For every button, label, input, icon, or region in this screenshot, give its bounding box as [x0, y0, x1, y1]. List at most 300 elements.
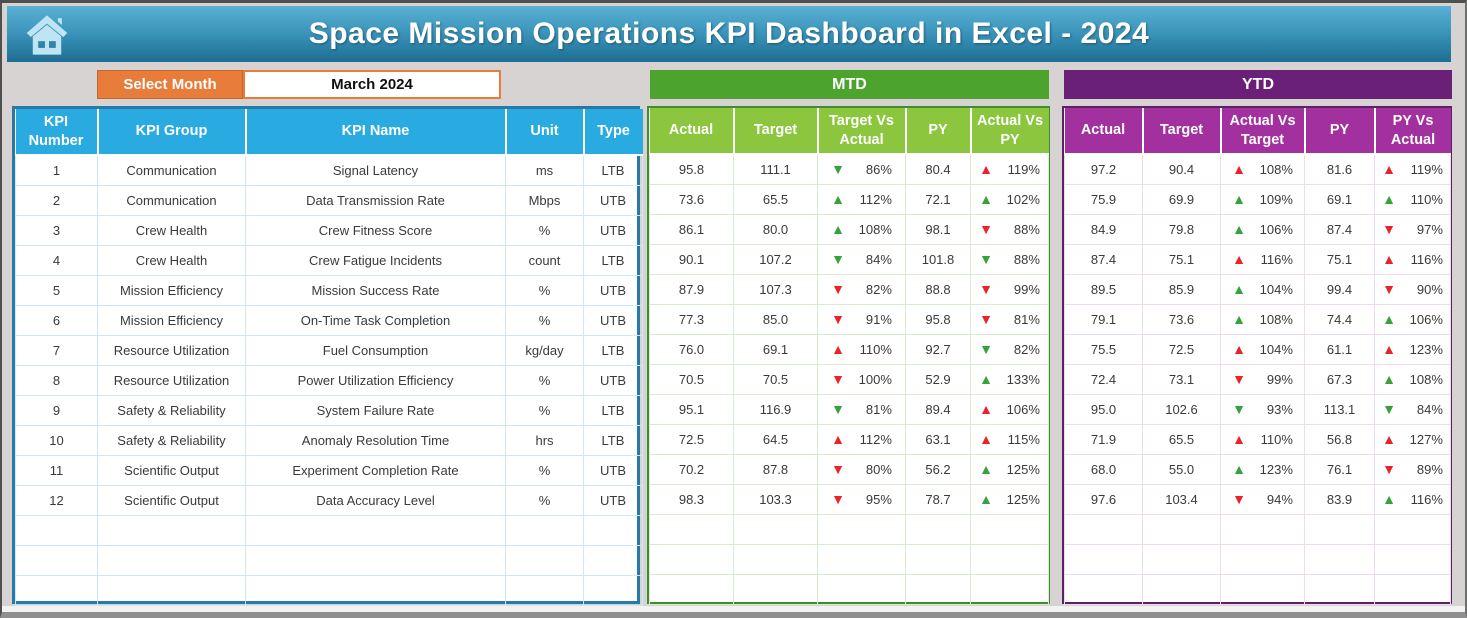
percentage-value: 88%	[1013, 251, 1040, 267]
up-arrow-icon: ▲	[1382, 311, 1396, 327]
up-arrow-icon: ▲	[1382, 371, 1396, 387]
empty-cell[interactable]	[906, 544, 971, 574]
mtd-actual-vs-py-cell[interactable]	[971, 424, 1049, 454]
kpi-group-cell[interactable]: Communication	[98, 185, 246, 215]
percentage-value: 108%	[1259, 161, 1293, 177]
kpi-name-cell[interactable]: Experiment Completion Rate	[246, 455, 506, 485]
mtd-target-vs-actual-cell[interactable]	[818, 244, 906, 274]
mtd-target-cell[interactable]: 69.1	[734, 334, 818, 364]
down-arrow-icon: ▼	[831, 401, 845, 417]
sheet-bottom-margin	[2, 606, 1465, 616]
mtd-target-cell[interactable]: 107.3	[734, 274, 818, 304]
mtd-target-vs-actual-cell[interactable]	[818, 214, 906, 244]
empty-cell[interactable]	[98, 545, 246, 575]
unit-cell[interactable]: ms	[506, 155, 584, 185]
ytd-py-cell[interactable]: 99.4	[1305, 274, 1375, 304]
percentage-value: 82%	[865, 281, 892, 297]
type-cell[interactable]: LTB	[584, 245, 643, 275]
percentage-value: 94%	[1266, 491, 1293, 507]
empty-cell[interactable]	[1143, 514, 1221, 544]
mtd-target-vs-actual-cell[interactable]	[818, 274, 906, 304]
down-arrow-icon: ▼	[1232, 371, 1246, 387]
empty-cell[interactable]	[98, 575, 246, 605]
ytd-table-body	[1065, 154, 1451, 604]
ytd-target-cell[interactable]: 75.1	[1143, 244, 1221, 274]
empty-cell[interactable]	[1221, 544, 1305, 574]
ytd-py-vs-actual-cell[interactable]	[1375, 394, 1451, 424]
empty-cell[interactable]	[734, 574, 818, 604]
ytd-actual-cell[interactable]: 97.2	[1065, 154, 1143, 184]
kpi-number-cell[interactable]: 3	[16, 215, 98, 245]
type-cell[interactable]: LTB	[584, 155, 643, 185]
kpi-group-cell[interactable]: Safety & Reliability	[98, 395, 246, 425]
unit-cell[interactable]: %	[506, 485, 584, 515]
month-dropdown[interactable]: March 2024	[243, 70, 501, 99]
mtd-table-head	[650, 108, 1049, 154]
up-arrow-icon: ▲	[831, 341, 845, 357]
up-arrow-icon: ▲	[979, 401, 993, 417]
ytd-actual-cell[interactable]: 75.5	[1065, 334, 1143, 364]
up-arrow-icon: ▲	[1382, 161, 1396, 178]
unit-cell[interactable]: count	[506, 245, 584, 275]
empty-cell[interactable]	[1375, 514, 1451, 544]
mtd-actual-cell[interactable]: 90.1	[650, 244, 734, 274]
ytd-py-vs-actual-cell[interactable]	[1375, 334, 1451, 364]
down-arrow-icon: ▼	[831, 461, 845, 477]
mtd-target-cell[interactable]: 107.2	[734, 244, 818, 274]
ytd-py-cell[interactable]: 56.8	[1305, 424, 1375, 454]
empty-cell[interactable]	[818, 514, 906, 544]
ytd-py-vs-actual-cell[interactable]	[1375, 184, 1451, 214]
type-cell[interactable]: LTB	[584, 395, 643, 425]
empty-cell[interactable]	[650, 514, 734, 544]
table-row	[650, 244, 1049, 274]
percentage-value: 108%	[1259, 311, 1293, 327]
kpi-name-cell[interactable]: Signal Latency	[246, 155, 506, 185]
unit-cell[interactable]: %	[506, 305, 584, 335]
empty-cell[interactable]	[1143, 574, 1221, 604]
ytd-actual-vs-target-cell[interactable]	[1221, 334, 1305, 364]
mtd-py-cell[interactable]: 78.7	[906, 484, 971, 514]
percentage-value: 84%	[1416, 401, 1443, 417]
ytd-actual-vs-target-cell[interactable]	[1221, 394, 1305, 424]
empty-cell[interactable]	[906, 574, 971, 604]
ytd-py-cell[interactable]: 81.6	[1305, 154, 1375, 184]
mtd-actual-vs-py-cell[interactable]	[971, 454, 1049, 484]
ytd-py-vs-actual-cell[interactable]	[1375, 454, 1451, 484]
down-arrow-icon: ▼	[979, 221, 993, 237]
ytd-actual-cell[interactable]: 87.4	[1065, 244, 1143, 274]
percentage-value: 99%	[1266, 371, 1293, 387]
mtd-actual-cell[interactable]: 72.5	[650, 424, 734, 454]
mtd-section-header: MTD	[650, 70, 1049, 99]
kpi-name-cell[interactable]: Fuel Consumption	[246, 335, 506, 365]
empty-cell[interactable]	[584, 545, 643, 575]
kpi-name-cell[interactable]: Data Transmission Rate	[246, 185, 506, 215]
down-arrow-icon: ▼	[831, 251, 845, 267]
mtd-target-vs-actual-cell[interactable]	[818, 424, 906, 454]
kpi-name-cell[interactable]: Mission Success Rate	[246, 275, 506, 305]
ytd-actual-cell[interactable]: 84.9	[1065, 214, 1143, 244]
ytd-actual-vs-target-cell[interactable]	[1221, 154, 1305, 184]
up-arrow-icon: ▲	[1232, 251, 1246, 267]
kpi-table-body	[16, 155, 643, 605]
mtd-py-cell[interactable]: 101.8	[906, 244, 971, 274]
ytd-py-cell[interactable]: 75.1	[1305, 244, 1375, 274]
table-row	[1065, 394, 1451, 424]
ytd-target-cell[interactable]: 72.5	[1143, 334, 1221, 364]
kpi-table-head	[16, 109, 643, 155]
kpi-number-cell[interactable]: 12	[16, 485, 98, 515]
empty-cell[interactable]	[971, 514, 1049, 544]
mtd-py-cell[interactable]: 95.8	[906, 304, 971, 334]
unit-cell[interactable]: %	[506, 395, 584, 425]
percentage-value: 112%	[859, 191, 892, 207]
kpi-group-cell[interactable]: Crew Health	[98, 245, 246, 275]
ytd-py-vs-actual-cell[interactable]	[1375, 304, 1451, 334]
type-cell[interactable]: UTB	[584, 215, 643, 245]
mtd-actual-cell[interactable]: 87.9	[650, 274, 734, 304]
ytd-py-cell[interactable]: 67.3	[1305, 364, 1375, 394]
ytd-py-vs-actual-cell[interactable]	[1375, 484, 1451, 514]
type-cell[interactable]: UTB	[584, 485, 643, 515]
ytd-py-cell[interactable]: 83.9	[1305, 484, 1375, 514]
column-header: Type	[584, 109, 643, 155]
unit-cell[interactable]: %	[506, 455, 584, 485]
down-arrow-icon: ▼	[831, 281, 845, 297]
ytd-actual-vs-target-cell[interactable]	[1221, 274, 1305, 304]
empty-cell[interactable]	[818, 544, 906, 574]
column-header: Actual Vs PY	[971, 108, 1049, 154]
ytd-actual-cell[interactable]: 72.4	[1065, 364, 1143, 394]
ytd-py-cell[interactable]: 76.1	[1305, 454, 1375, 484]
ytd-actual-vs-target-cell[interactable]	[1221, 244, 1305, 274]
ytd-py-cell[interactable]: 69.1	[1305, 184, 1375, 214]
unit-cell[interactable]: Mbps	[506, 185, 584, 215]
mtd-target-cell[interactable]: 65.5	[734, 184, 818, 214]
ytd-table-head	[1065, 108, 1451, 154]
kpi-number-cell[interactable]: 5	[16, 275, 98, 305]
empty-cell[interactable]	[1375, 544, 1451, 574]
kpi-name-cell[interactable]: On-Time Task Completion	[246, 305, 506, 335]
mtd-actual-vs-py-cell[interactable]	[971, 274, 1049, 304]
mtd-target-cell[interactable]: 116.9	[734, 394, 818, 424]
empty-cell[interactable]	[971, 574, 1049, 604]
percentage-value: 125%	[1006, 461, 1040, 477]
mtd-actual-cell[interactable]: 98.3	[650, 484, 734, 514]
mtd-target-cell[interactable]: 70.5	[734, 364, 818, 394]
mtd-target-cell[interactable]: 64.5	[734, 424, 818, 454]
table-row	[650, 184, 1049, 214]
ytd-py-vs-actual-cell[interactable]	[1375, 424, 1451, 454]
percentage-value: 100%	[858, 371, 892, 387]
percentage-value: 108%	[858, 221, 892, 237]
mtd-target-cell[interactable]: 103.3	[734, 484, 818, 514]
page-title: Space Mission Operations KPI Dashboard in Excel - 2024	[308, 17, 1150, 50]
select-month-label: Select Month	[97, 70, 243, 99]
mtd-target-vs-actual-cell[interactable]	[818, 484, 906, 514]
empty-cell[interactable]	[506, 575, 584, 605]
mtd-py-cell[interactable]: 72.1	[906, 184, 971, 214]
mtd-actual-vs-py-cell[interactable]	[971, 364, 1049, 394]
down-arrow-icon: ▼	[831, 491, 845, 507]
ytd-py-cell[interactable]: 87.4	[1305, 214, 1375, 244]
percentage-value: 102%	[1006, 191, 1040, 207]
ytd-actual-cell[interactable]: 68.0	[1065, 454, 1143, 484]
kpi-group-cell[interactable]: Scientific Output	[98, 485, 246, 515]
mtd-target-vs-actual-cell[interactable]	[818, 454, 906, 484]
ytd-target-cell[interactable]: 102.6	[1143, 394, 1221, 424]
down-arrow-icon: ▼	[1232, 491, 1246, 507]
table-row	[16, 215, 643, 245]
mtd-target-vs-actual-cell[interactable]	[818, 154, 906, 184]
unit-cell[interactable]: hrs	[506, 425, 584, 455]
mtd-target-vs-actual-cell[interactable]	[818, 184, 906, 214]
ytd-target-cell[interactable]: 73.6	[1143, 304, 1221, 334]
mtd-py-cell[interactable]: 63.1	[906, 424, 971, 454]
up-arrow-icon: ▲	[979, 491, 993, 507]
kpi-group-cell[interactable]: Mission Efficiency	[98, 305, 246, 335]
ytd-actual-vs-target-cell[interactable]	[1221, 364, 1305, 394]
down-arrow-icon: ▼	[979, 251, 993, 267]
ytd-target-cell[interactable]: 90.4	[1143, 154, 1221, 184]
mtd-actual-cell[interactable]: 76.0	[650, 334, 734, 364]
up-arrow-icon: ▲	[1232, 341, 1246, 357]
ytd-actual-vs-target-cell[interactable]	[1221, 214, 1305, 244]
empty-cell[interactable]	[1305, 514, 1375, 544]
empty-cell[interactable]	[1305, 574, 1375, 604]
ytd-py-vs-actual-cell[interactable]	[1375, 364, 1451, 394]
kpi-name-cell[interactable]: Power Utilization Efficiency	[246, 365, 506, 395]
ytd-py-vs-actual-cell[interactable]	[1375, 154, 1451, 184]
ytd-actual-cell[interactable]: 75.9	[1065, 184, 1143, 214]
kpi-number-cell[interactable]: 8	[16, 365, 98, 395]
ytd-target-cell[interactable]: 65.5	[1143, 424, 1221, 454]
mtd-py-cell[interactable]: 98.1	[906, 214, 971, 244]
empty-cell[interactable]	[971, 544, 1049, 574]
empty-cell[interactable]	[1375, 574, 1451, 604]
mtd-actual-vs-py-cell[interactable]	[971, 304, 1049, 334]
mtd-py-cell[interactable]: 88.8	[906, 274, 971, 304]
mtd-actual-cell[interactable]: 95.8	[650, 154, 734, 184]
empty-cell[interactable]	[584, 575, 643, 605]
unit-cell[interactable]: %	[506, 275, 584, 305]
mtd-target-vs-actual-cell[interactable]	[818, 334, 906, 364]
up-arrow-icon: ▲	[1232, 281, 1246, 297]
empty-cell[interactable]	[650, 574, 734, 604]
mtd-actual-vs-py-cell[interactable]	[971, 484, 1049, 514]
down-arrow-icon: ▼	[979, 281, 993, 297]
table-row	[16, 515, 643, 545]
mtd-py-cell[interactable]: 52.9	[906, 364, 971, 394]
ytd-py-vs-actual-cell[interactable]	[1375, 214, 1451, 244]
ytd-py-cell[interactable]: 74.4	[1305, 304, 1375, 334]
empty-cell[interactable]	[1065, 544, 1143, 574]
mtd-target-vs-actual-cell[interactable]	[818, 394, 906, 424]
empty-cell[interactable]	[1221, 514, 1305, 544]
mtd-actual-vs-py-cell[interactable]	[971, 214, 1049, 244]
ytd-target-cell[interactable]: 55.0	[1143, 454, 1221, 484]
kpi-group-cell[interactable]: Mission Efficiency	[98, 275, 246, 305]
percentage-value: 81%	[1013, 311, 1040, 327]
column-header: PY	[906, 108, 971, 154]
kpi-group-cell[interactable]: Safety & Reliability	[98, 425, 246, 455]
mtd-target-cell[interactable]: 85.0	[734, 304, 818, 334]
empty-cell[interactable]	[16, 515, 98, 545]
kpi-group-cell[interactable]: Resource Utilization	[98, 365, 246, 395]
type-cell[interactable]: UTB	[584, 365, 643, 395]
column-header: Target	[1143, 108, 1221, 154]
table-row	[1065, 184, 1451, 214]
mtd-target-cell[interactable]: 80.0	[734, 214, 818, 244]
empty-cell[interactable]	[734, 544, 818, 574]
empty-cell[interactable]	[584, 515, 643, 545]
up-arrow-icon: ▲	[979, 371, 993, 387]
ytd-target-cell[interactable]: 73.1	[1143, 364, 1221, 394]
empty-cell[interactable]	[650, 544, 734, 574]
mtd-target-cell[interactable]: 111.1	[734, 154, 818, 184]
mtd-actual-cell[interactable]: 70.5	[650, 364, 734, 394]
empty-cell[interactable]	[246, 515, 506, 545]
kpi-definition-table	[12, 106, 640, 604]
percentage-value: 108%	[1409, 371, 1443, 387]
ytd-actual-vs-target-cell[interactable]	[1221, 184, 1305, 214]
mtd-py-cell[interactable]: 80.4	[906, 154, 971, 184]
kpi-number-cell[interactable]: 9	[16, 395, 98, 425]
table-row	[16, 335, 643, 365]
type-cell[interactable]: LTB	[584, 335, 643, 365]
ytd-actual-cell[interactable]: 95.0	[1065, 394, 1143, 424]
ytd-target-cell[interactable]: 85.9	[1143, 274, 1221, 304]
type-cell[interactable]: UTB	[584, 305, 643, 335]
ytd-actual-cell[interactable]: 97.6	[1065, 484, 1143, 514]
home-button[interactable]	[25, 14, 69, 56]
mtd-py-cell[interactable]: 92.7	[906, 334, 971, 364]
ytd-actual-vs-target-cell[interactable]	[1221, 454, 1305, 484]
percentage-value: 110%	[1410, 191, 1443, 207]
down-arrow-icon: ▼	[831, 161, 845, 178]
empty-cell[interactable]	[246, 575, 506, 605]
kpi-number-cell[interactable]: 11	[16, 455, 98, 485]
up-arrow-icon: ▲	[831, 431, 845, 447]
ytd-py-cell[interactable]: 61.1	[1305, 334, 1375, 364]
ytd-py-cell[interactable]: 113.1	[1305, 394, 1375, 424]
empty-cell[interactable]	[1305, 544, 1375, 574]
empty-cell[interactable]	[1143, 544, 1221, 574]
ytd-actual-cell[interactable]: 79.1	[1065, 304, 1143, 334]
unit-cell[interactable]: %	[506, 215, 584, 245]
ytd-actual-cell[interactable]: 89.5	[1065, 274, 1143, 304]
ytd-actual-vs-target-cell[interactable]	[1221, 424, 1305, 454]
mtd-target-vs-actual-cell[interactable]	[818, 304, 906, 334]
type-cell[interactable]: UTB	[584, 185, 643, 215]
mtd-target-cell[interactable]: 87.8	[734, 454, 818, 484]
mtd-actual-cell[interactable]: 86.1	[650, 214, 734, 244]
column-header: Actual Vs Target	[1221, 108, 1305, 154]
kpi-name-cell[interactable]: Data Accuracy Level	[246, 485, 506, 515]
empty-cell[interactable]	[1065, 574, 1143, 604]
mtd-actual-cell[interactable]: 70.2	[650, 454, 734, 484]
mtd-target-vs-actual-cell[interactable]	[818, 364, 906, 394]
down-arrow-icon: ▼	[831, 371, 845, 387]
kpi-name-cell[interactable]: System Failure Rate	[246, 395, 506, 425]
percentage-value: 115%	[1007, 431, 1040, 447]
type-cell[interactable]: UTB	[584, 275, 643, 305]
kpi-group-cell[interactable]: Communication	[98, 155, 246, 185]
empty-cell[interactable]	[16, 545, 98, 575]
kpi-number-cell[interactable]: 2	[16, 185, 98, 215]
kpi-name-cell[interactable]: Crew Fitness Score	[246, 215, 506, 245]
empty-cell[interactable]	[16, 575, 98, 605]
unit-cell[interactable]: kg/day	[506, 335, 584, 365]
ytd-actual-cell[interactable]: 71.9	[1065, 424, 1143, 454]
kpi-number-cell[interactable]: 4	[16, 245, 98, 275]
mtd-actual-vs-py-cell[interactable]	[971, 394, 1049, 424]
ytd-target-cell[interactable]: 69.9	[1143, 184, 1221, 214]
type-cell[interactable]: UTB	[584, 455, 643, 485]
kpi-name-cell[interactable]: Crew Fatigue Incidents	[246, 245, 506, 275]
kpi-group-cell[interactable]: Scientific Output	[98, 455, 246, 485]
empty-cell[interactable]	[906, 514, 971, 544]
ytd-py-vs-actual-cell[interactable]	[1375, 274, 1451, 304]
kpi-group-cell[interactable]: Resource Utilization	[98, 335, 246, 365]
type-cell[interactable]: LTB	[584, 425, 643, 455]
empty-cell[interactable]	[1065, 514, 1143, 544]
mtd-actual-vs-py-cell[interactable]	[971, 154, 1049, 184]
ytd-target-cell[interactable]: 79.8	[1143, 214, 1221, 244]
kpi-number-cell[interactable]: 10	[16, 425, 98, 455]
empty-cell[interactable]	[818, 574, 906, 604]
table-row	[650, 304, 1049, 334]
column-header: PY	[1305, 108, 1375, 154]
empty-cell[interactable]	[506, 545, 584, 575]
kpi-group-cell[interactable]: Crew Health	[98, 215, 246, 245]
mtd-actual-vs-py-cell[interactable]	[971, 334, 1049, 364]
unit-cell[interactable]: %	[506, 365, 584, 395]
kpi-number-cell[interactable]: 6	[16, 305, 98, 335]
mtd-actual-cell[interactable]: 73.6	[650, 184, 734, 214]
kpi-name-cell[interactable]: Anomaly Resolution Time	[246, 425, 506, 455]
table-row	[650, 334, 1049, 364]
kpi-number-cell[interactable]: 7	[16, 335, 98, 365]
mtd-actual-cell[interactable]: 95.1	[650, 394, 734, 424]
ytd-py-vs-actual-cell[interactable]	[1375, 244, 1451, 274]
table-row	[1065, 304, 1451, 334]
percentage-value: 97%	[1416, 221, 1443, 237]
mtd-actual-vs-py-cell[interactable]	[971, 244, 1049, 274]
empty-cell[interactable]	[98, 515, 246, 545]
column-header: Actual	[1065, 108, 1143, 154]
percentage-value: 104%	[1259, 341, 1293, 357]
table-row	[1065, 544, 1451, 574]
empty-cell[interactable]	[1221, 574, 1305, 604]
table-row	[16, 485, 643, 515]
ytd-actual-vs-target-cell[interactable]	[1221, 484, 1305, 514]
mtd-py-cell[interactable]: 56.2	[906, 454, 971, 484]
table-row	[16, 545, 643, 575]
empty-cell[interactable]	[506, 515, 584, 545]
mtd-actual-cell[interactable]: 77.3	[650, 304, 734, 334]
ytd-actual-vs-target-cell[interactable]	[1221, 304, 1305, 334]
percentage-value: 110%	[1260, 431, 1293, 447]
empty-cell[interactable]	[734, 514, 818, 544]
mtd-actual-vs-py-cell[interactable]	[971, 184, 1049, 214]
mtd-py-cell[interactable]: 89.4	[906, 394, 971, 424]
empty-cell[interactable]	[246, 545, 506, 575]
ytd-target-cell[interactable]: 103.4	[1143, 484, 1221, 514]
percentage-value: 82%	[1013, 341, 1040, 357]
kpi-number-cell[interactable]: 1	[16, 155, 98, 185]
